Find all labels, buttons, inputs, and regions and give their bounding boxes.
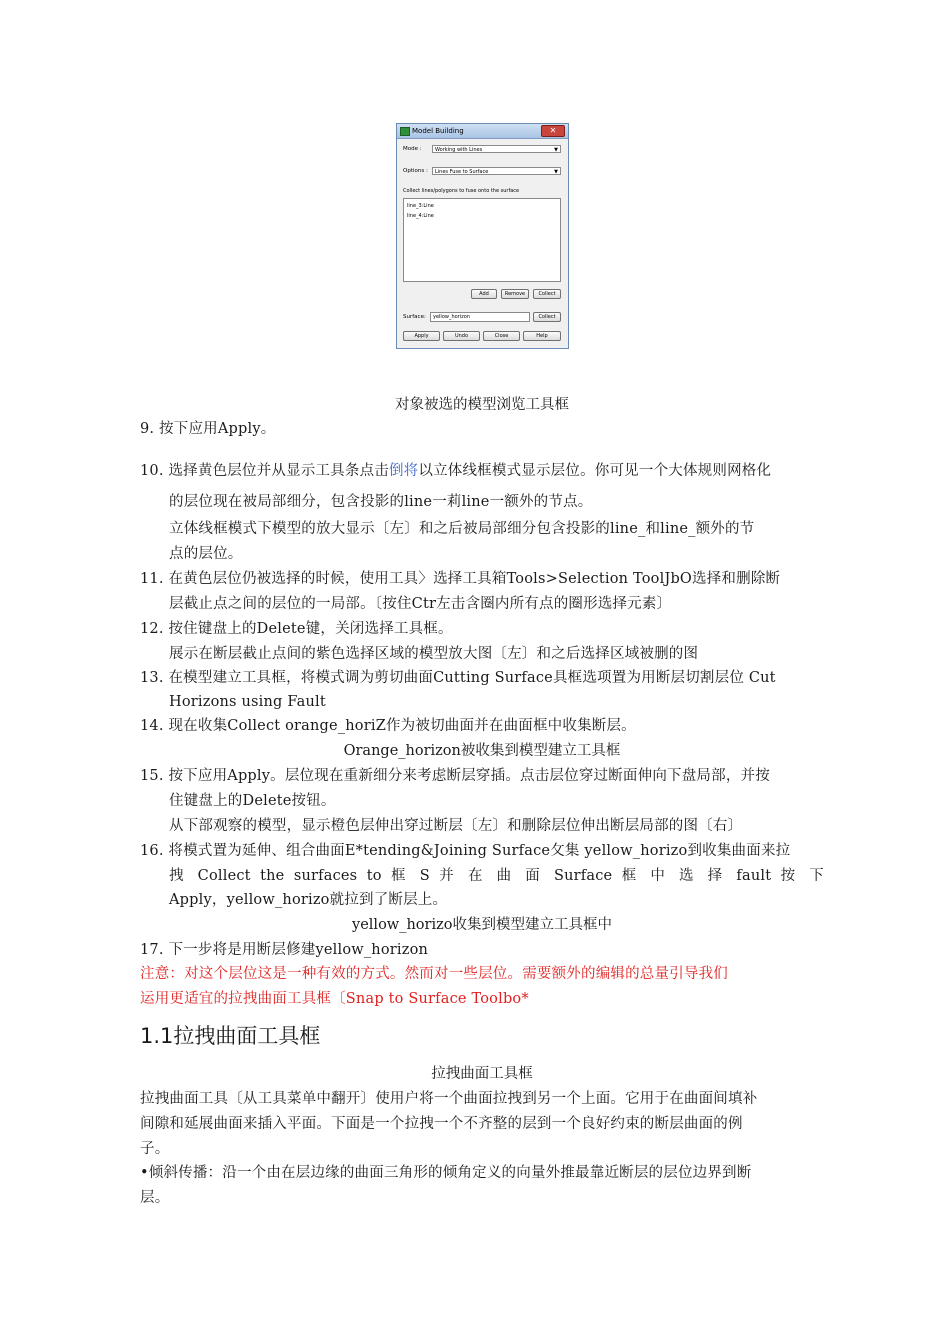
mode-label: Mode :: [403, 146, 422, 152]
dialog-title-bar: [397, 124, 568, 139]
step-15-line-2: 住键盘上的Delete按钮。: [169, 793, 336, 809]
list-item[interactable]: line_4:Line: [407, 213, 434, 219]
paragraph-1-line-3: 子。: [140, 1141, 170, 1157]
step-13-line-1: 13. 在模型建立工具框，将模式调为剪切曲面Cutting Surface具框选项置为用断层切割层位 Cut: [140, 670, 776, 686]
step-12-line-1: 12. 按住键盘上的Delete键，关闭选择工具框。: [140, 621, 453, 637]
close-icon[interactable]: ✕: [541, 125, 565, 137]
step-10-text-b: 以立体线框模式显示层位。你可见一个大体规则网格化: [418, 463, 772, 479]
surface-field[interactable]: yellow_horizon: [430, 312, 530, 322]
step-14: 14. 现在收集Collect orange_horiZ作为被切曲面并在曲面框中收集断层。: [140, 718, 636, 734]
step-16-line-3: Apply，yellow_horizo就拉到了断层上。: [169, 892, 448, 908]
remove-button[interactable]: Remove: [501, 289, 529, 299]
collected-lines-list[interactable]: [403, 198, 561, 282]
undo-button[interactable]: Undo: [443, 331, 480, 341]
step-15-line-1: 15. 按下应用Apply。层位现在重新细分来考虑断层穿插。点击层位穿过断面伸向下盘局部，并按: [140, 768, 770, 784]
app-icon: [400, 127, 410, 136]
collect-label: Collect lines/polygons to fuse onto the surface: [403, 188, 520, 194]
help-button[interactable]: Help: [523, 331, 561, 341]
list-item[interactable]: line_3:Line: [407, 203, 434, 209]
chevron-down-icon: ▼: [554, 147, 558, 153]
step-9: 9. 按下应用Apply。: [140, 421, 276, 437]
step-10-link[interactable]: 倒将: [388, 463, 419, 479]
figure-caption: 拉拽曲面工具框: [431, 1066, 533, 1082]
step-12-line-2: 展示在断层截止点间的紫色选择区域的模型放大图〔左〕和之后选择区域被删的图: [169, 646, 699, 662]
model-building-dialog: [396, 123, 569, 349]
paragraph-2-line-2: 层。: [140, 1190, 170, 1206]
mode-select[interactable]: [432, 145, 561, 153]
options-label: Options :: [403, 168, 428, 174]
collect-button[interactable]: Collect: [533, 289, 561, 299]
step-10-line-2: 的层位现在被局部细分，包含投影的line一莉line一额外的节点。: [169, 494, 593, 510]
paragraph-1-line-1: 拉拽曲面工具〔从工具菜单中翻开〕使用户将一个曲面拉拽到另一个上面。它用于在曲面间填补: [140, 1091, 758, 1107]
step-10-text-a: 10. 选择黄色层位并从显示工具条点击: [140, 463, 389, 479]
paragraph-1-line-2: 间隙和延展曲面来插入平面。下面是一个拉拽一个不齐整的层到一个良好约束的断层曲面的例: [140, 1116, 743, 1132]
close-button[interactable]: Close: [483, 331, 520, 341]
chevron-down-icon: ▼: [554, 169, 558, 175]
surface-label: Surface:: [403, 314, 426, 320]
step-13-line-2: Horizons using Fault: [169, 694, 326, 710]
dialog-title: Model Building: [412, 127, 464, 135]
options-select[interactable]: [432, 167, 561, 175]
paragraph-2-line-1: •倾斜传播：沿一个由在层边缘的曲面三角形的倾角定义的向量外推最靠近断层的层位边界到断: [140, 1165, 752, 1181]
figure-caption: Orange_horizon被收集到模型建立工具框: [343, 743, 621, 759]
surface-collect-button[interactable]: Collect: [533, 312, 561, 322]
note-line-2: 运用更适宜的拉拽曲面工具框〔Snap to Surface Toolbo*: [140, 991, 529, 1007]
note-line-1: 注意：对这个层位这是一种有效的方式。然而对一些层位。需要额外的编辑的总量引导我们: [140, 966, 728, 982]
options-value: Lines Fuse to Surface: [435, 169, 489, 175]
step-16-line-2: 拽 Collect the surfaces to 框 S 并 在 曲 面 Surface 框 中 选 择 fault 按 下: [169, 868, 824, 884]
step-11-line-1: 11. 在黄色层位仍被选择的时候，使用工具〉选择工具箱Tools>Selection ToolJbO选择和删除断: [140, 571, 781, 587]
step-15-line-3: 从下部观察的模型，显示橙色层伸出穿过断层〔左〕和删除层位伸出断层局部的图〔右〕: [169, 818, 743, 834]
apply-button[interactable]: Apply: [403, 331, 440, 341]
step-11-line-2: 层截止点之间的层位的一局部。〔按住Ctr左击含圈内所有点的圈形选择元素〕: [169, 596, 672, 612]
mode-value: Working with Lines: [435, 147, 483, 153]
step-10-line-3: 立体线框模式下模型的放大显示〔左〕和之后被局部细分包含投影的line_和line_额外的节: [169, 521, 755, 537]
step-10-line-4: 点的层位。: [169, 546, 243, 562]
step-10-line-1: [140, 461, 771, 481]
figure-caption: yellow_horizo收集到模型建立工具框中: [352, 917, 612, 933]
section-heading: 1.1拉拽曲面工具框: [140, 1024, 321, 1048]
add-button[interactable]: Add: [471, 289, 497, 299]
step-16-line-1: 16. 将模式置为延伸、组合曲面E*tending&Joining Surface攵集 yellow_horizo到收集曲面来拉: [140, 843, 791, 859]
step-17: 17. 下一步将是用断层修建yellow_horizon: [140, 942, 429, 958]
figure-caption: 对象被选的模型浏览工具框: [395, 397, 569, 413]
